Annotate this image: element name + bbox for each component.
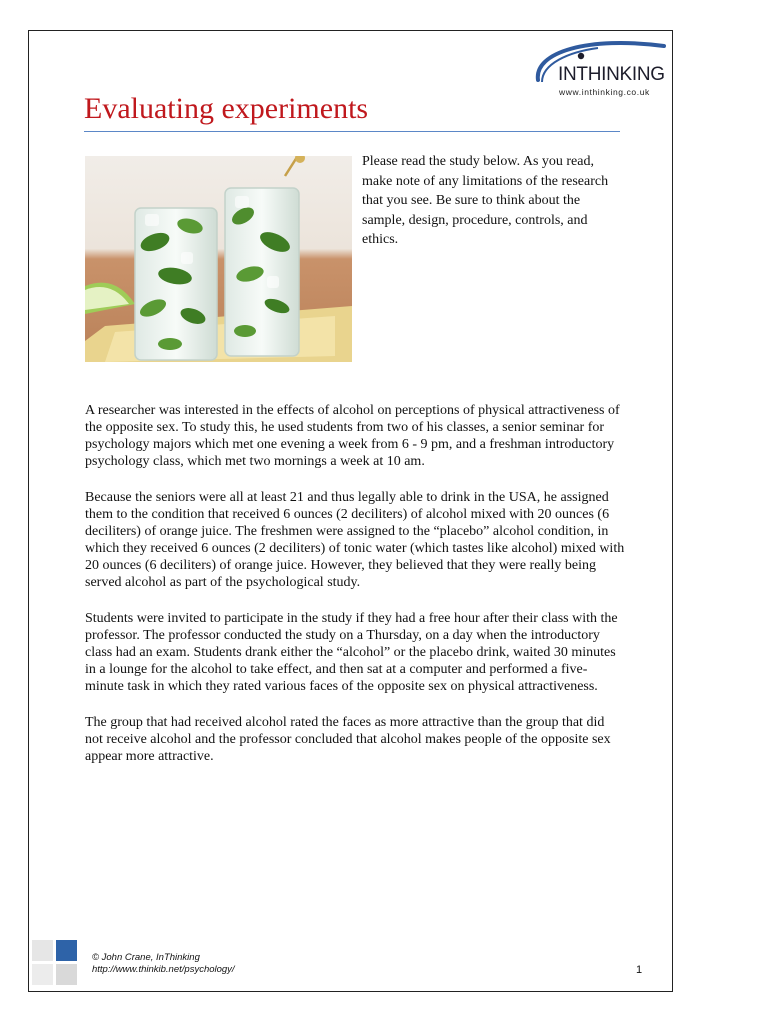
- title-divider: [84, 131, 620, 132]
- study-description: [85, 402, 625, 784]
- paragraph-conditions: Because the seniors were all at least 21 and thus legally able to drink in the USA, he assigned them to the condition that received 6 ounces (2 deciliters) of alcohol mixed with 20 ounces (6 deciliters) of orange juice. The freshmen were assigned to the “placebo” alcohol condition, in which they received 6 ounces (2 deciliters) of tonic water (which tastes like alcohol) mixed with 20 ounces (6 deciliters) of orange juice. However, they believed that they were really being served alcohol as part of the psychological study.: [85, 490, 625, 590]
- logo-url: www.inthinking.co.uk: [559, 87, 650, 97]
- footer-url: http://www.thinkib.net/psychology/: [92, 964, 235, 975]
- intro-instructions: Please read the study below. As you read, make note of any limitations of the research that you see. Be sure to think about the sample, design, procedure, controls, and ethics.: [362, 154, 609, 247]
- logo-wordmark: INTHINKING: [558, 64, 665, 85]
- inthinking-logo: [528, 34, 668, 98]
- footer-copyright: © John Crane, InThinking: [92, 952, 200, 963]
- mojito-photo: [85, 156, 352, 362]
- paragraph-researcher-setup: A researcher was interested in the effects of alcohol on perceptions of physical attractiveness of the opposite sex. To study this, he used students from two of his classes, a senior seminar for psychology majors which met one evening a week from 6 - 9 pm, and a freshman introductory psychology class, which met two mornings a week at 10 am.: [85, 403, 620, 469]
- page-title: Evaluating experiments: [84, 92, 369, 125]
- footer-squares-logo: [32, 940, 80, 988]
- paragraph-procedure: Students were invited to participate in the study if they had a free hour after their class with the professor. The professor conducted the study on a Thursday, on a day when the introductory class had an exam. Students drank either the “alcohol” or the placebo drink, waited 30 minutes in a lounge for the alcohol to take effect, and then sat at a computer and performed a five-minute task in which they rated various faces of the opposite sex on physical attractiveness.: [85, 611, 618, 694]
- paragraph-conclusion: The group that had received alcohol rated the faces as more attractive than the group that did not receive alcohol and the professor concluded that alcohol makes people of the opposite sex appear more attractive.: [85, 715, 611, 764]
- page-number: 1: [636, 964, 643, 976]
